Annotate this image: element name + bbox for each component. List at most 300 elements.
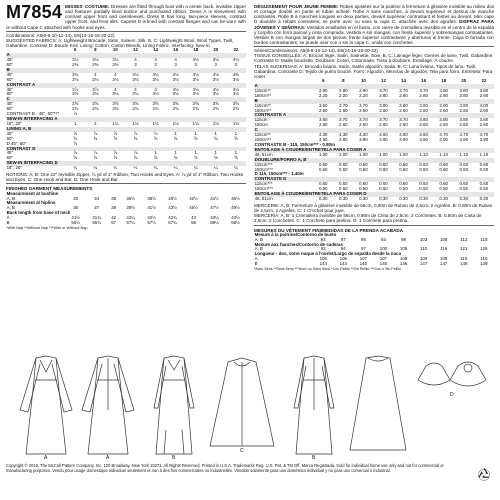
value-cell: ¼ — [133, 165, 138, 171]
row-label: SEW-IN INTERFACING A — [6, 116, 58, 122]
size-cell: 18 — [193, 47, 199, 53]
value-cell: 38½ — [147, 195, 156, 201]
value-cell: 84 — [320, 236, 326, 242]
size-cell: 20 — [213, 47, 219, 53]
row-label: 45" — [6, 130, 14, 136]
value-cell: 2.60 — [399, 122, 408, 128]
value-cell: 1 — [94, 120, 97, 126]
value-cell: ¼ — [153, 165, 158, 171]
value-cell: 3⅛ — [92, 76, 99, 82]
size-cell: 14 — [153, 47, 158, 53]
value-cell: 40½ — [168, 195, 177, 201]
value-cell: 2.90 — [318, 87, 328, 93]
value-cell: 0.50 — [399, 186, 408, 192]
value-cell: 3⅛ — [152, 76, 159, 82]
value-cell: ⅝ — [234, 155, 238, 161]
fgm-table-metric — [254, 233, 494, 267]
value-cell: 2.80 — [479, 92, 489, 98]
value-cell: ⅝ — [73, 135, 78, 141]
value-cell: 4.30 — [339, 132, 348, 138]
divider — [254, 46, 494, 47]
value-cell: 1.00 — [339, 151, 348, 157]
value-cell: 57½ — [147, 220, 156, 226]
value-cell: 110 — [460, 256, 468, 262]
value-cell: 1 — [194, 130, 197, 136]
value-cell: 1⅛ — [172, 120, 179, 126]
value-cell: 0.60 — [339, 161, 348, 167]
row-label: A, B — [254, 236, 263, 242]
size-cell: 12 — [381, 77, 386, 83]
value-cell: 146 — [399, 261, 408, 267]
row-label: CONTRASTE D — [254, 176, 287, 182]
fgm-title: FINISHED GARMENT MEASUREMENTS — [6, 186, 93, 192]
sketch-cape-c — [210, 358, 274, 446]
sketch-dress-a-back — [82, 356, 134, 454]
value-cell: 0.50 — [419, 186, 428, 192]
value-cell: 37 — [94, 205, 100, 211]
value-cell: 3.70 — [399, 87, 408, 93]
value-cell: 0.60 — [419, 166, 428, 172]
row-label: 115cm — [254, 117, 268, 123]
french-desc-text: Robes ajustées sur la poitrine à fermeture à glissière invisible au milieu dos et corsage doublé en partie et ruban acheté. Robe A sans manches, à devant supérieur et dessus de manche contrastés. Robe B à manches longues en deux parties, devant supérieur contrastant et fentes au devant. Mini cape D doublée à rabats contrastés; se porte avec ou sans la cape C, attachée avec des agrafes. — [254, 4, 494, 25]
value-cell: 1.10 — [479, 151, 489, 157]
divider — [254, 225, 494, 226]
value-cell: ⅝ — [173, 155, 178, 161]
row-label: A — [254, 82, 258, 88]
value-cell: 145 — [359, 261, 368, 267]
value-cell: 3 — [154, 61, 157, 67]
value-cell: 2⅜ — [112, 61, 119, 67]
value-cell: 0.60 — [459, 181, 469, 187]
value-cell: 0.60 — [479, 161, 489, 167]
value-cell: 3⅛ — [72, 91, 79, 97]
value-cell: 107 — [359, 256, 368, 262]
row-label: 60" — [6, 91, 14, 97]
value-cell: 47½ — [210, 205, 219, 211]
value-cell: 4.50 — [379, 132, 388, 138]
value-cell: 1⅛ — [112, 120, 119, 126]
value-cell: 2.80 — [399, 92, 408, 98]
technical-sketches — [6, 350, 494, 460]
value-cell: 2.60 — [318, 122, 328, 128]
row-label: 60" — [6, 135, 14, 141]
size-cell: 12 — [133, 47, 138, 53]
value-cell: 4⅛ — [172, 86, 179, 92]
value-cell: 3⅝ — [112, 101, 119, 107]
value-cell: 4⅛ — [212, 56, 219, 62]
value-cell: 87 — [340, 236, 346, 242]
row-label: 45" — [6, 101, 14, 107]
value-cell: 3.80 — [399, 102, 408, 108]
value-cell: 4.50 — [399, 132, 408, 138]
value-cell: 3.70 — [379, 87, 388, 93]
size-cell: 6 — [322, 77, 325, 83]
row-label: ENTOILAGE À COUDRE/ENTRETELA PARA COSER A — [254, 146, 367, 152]
row-label: 115cm** — [254, 102, 271, 108]
notions: NOTIONS: A, B: One 22" Invisible Zipper, ⅞ yd of 1" Ribbon, Two Hooks and Eyes. A: ⅞ yd of 1" Ribbon, Two Hooks and Eyes. C: One Hook and Bar. D: One Hook and Bar. — [6, 172, 244, 183]
value-cell: 0.30 — [459, 196, 469, 202]
value-cell: ¼ — [173, 165, 178, 171]
value-cell: 4 — [154, 86, 157, 92]
value-cell: 0.60 — [379, 166, 388, 172]
value-cell: 2.80 — [459, 92, 469, 98]
value-cell: 103 — [419, 236, 428, 242]
value-cell: 3.70 — [359, 102, 368, 108]
value-cell: ¼ — [213, 165, 218, 171]
value-cell: ⅝ — [213, 135, 218, 141]
value-cell: 3.70 — [339, 117, 348, 123]
value-cell: ⅞ — [113, 150, 118, 156]
value-cell: 0.50 — [318, 186, 328, 192]
sketch-label: A — [106, 455, 110, 460]
value-cell: ⅞ — [73, 140, 78, 146]
size-cell: 22 — [481, 77, 487, 83]
value-cell: 2¾ — [92, 106, 99, 112]
value-cell: 0.60 — [439, 161, 448, 167]
value-cell: 43¼ — [210, 215, 219, 221]
value-cell: 3.90 — [359, 137, 368, 143]
value-cell: 3⅛ — [132, 76, 139, 82]
value-cell: 1 — [194, 150, 197, 156]
value-cell: 0.50 — [479, 186, 489, 192]
value-cell: 2.60 — [459, 107, 469, 113]
row-label: Longueur - dos, votre nuque à l'ourlet/Largo de espalda desde la nuca — [254, 251, 402, 257]
sketch-dress-b-front — [154, 356, 194, 454]
value-cell: 0.60 — [318, 166, 328, 172]
value-cell: ⅝ — [73, 155, 78, 161]
value-cell: 0.30 — [479, 196, 489, 202]
value-cell: ¼ — [93, 165, 98, 171]
value-cell: 4.30 — [318, 132, 328, 138]
french-spanish-column — [254, 4, 494, 271]
value-cell: 3.80 — [379, 102, 388, 108]
value-cell: 3.60 — [318, 117, 328, 123]
value-cell: 3 — [174, 61, 177, 67]
value-cell: 0.30 — [399, 196, 408, 202]
value-cell: 3⅛ — [112, 91, 119, 97]
row-label: 46, 51cm — [254, 151, 273, 157]
value-cell: ⅝ — [173, 135, 178, 141]
french-description — [254, 4, 494, 45]
value-cell: 4 — [154, 56, 157, 62]
nap-note-fr: *Avec Sens **Sans Sens ***Avec ou Sans Sens *Con Pelillo **Sin Pelillo ***Con o Sin Pelillo — [254, 267, 401, 272]
value-cell: 4 — [174, 56, 177, 62]
row-label: 45" — [6, 71, 14, 77]
row-label: 60" — [6, 61, 14, 67]
value-cell: 4.70 — [459, 132, 469, 138]
value-cell: 147 — [419, 261, 428, 267]
fgm-table — [6, 192, 246, 226]
value-cell: 33 — [73, 195, 79, 201]
row-label: 18", 20" — [6, 165, 22, 171]
value-cell: 3⅞ — [92, 86, 99, 92]
value-cell: 3⅝ — [192, 101, 199, 107]
value-cell: 58¼ — [210, 220, 219, 226]
row-label: CONTRASTE A — [254, 112, 287, 118]
row-label: A — [6, 215, 10, 221]
value-cell: 2.80 — [419, 92, 428, 98]
value-cell: ⅞ — [153, 130, 158, 136]
value-cell: 0.60 — [479, 166, 489, 172]
value-cell: 89 — [360, 236, 366, 242]
value-cell: 2.60 — [419, 122, 428, 128]
value-cell: 4 — [94, 71, 97, 77]
value-cell: 2.60 — [379, 122, 388, 128]
tissus-conseilles: TISSUS CONSEILLÉS: A: Brocart léger, Satin, Satinette, Soie. B, C: Lainage léger, Genres de laine, Twill, Gabardine. Contraste D: Maille bouclette. Doublure: Coton, Cotonnade, Tissu à doublure. Entoilage: À coudre. — [254, 53, 494, 64]
row-label: 150cm** — [254, 92, 272, 98]
value-cell: 1.00 — [359, 151, 368, 157]
value-cell: 3.70 — [399, 117, 408, 123]
value-cell: 3⅛ — [72, 56, 79, 62]
pattern-number: M7854 — [6, 2, 63, 22]
value-cell: 109 — [419, 256, 428, 262]
value-cell: 42¼ — [126, 215, 135, 221]
value-cell: 0.60 — [359, 166, 368, 172]
value-cell: 2.20 — [359, 92, 368, 98]
english-title: MISSES' COSTUME: — [65, 4, 110, 9]
row-label: 115cm** — [254, 132, 271, 138]
value-cell: 3⅛ — [232, 76, 239, 82]
row-label: ENTOILAGE À COUDRE/ENTRETELA PARA COSER D — [254, 191, 367, 197]
value-cell: 3⅝ — [172, 101, 179, 107]
sketch-capelet-d — [418, 362, 486, 386]
spanish-title: DISFRAZ PARA JÓVENES Y SEÑORAS: — [254, 19, 494, 30]
sketch-dress-a-front — [20, 356, 72, 454]
value-cell: 2¾ — [172, 106, 179, 112]
value-cell: 4⅛ — [232, 86, 239, 92]
value-cell: 3.80 — [479, 87, 489, 93]
row-label: 60" — [6, 106, 14, 112]
value-cell: 3⅛ — [172, 91, 179, 97]
sketch-label: B — [312, 455, 316, 460]
value-cell: 2.60 — [459, 122, 469, 128]
value-cell: 3⅛ — [132, 91, 139, 97]
row-label: D 45", 60" — [6, 140, 27, 146]
value-cell: 2.60 — [439, 107, 448, 113]
value-cell: 3.70 — [359, 117, 368, 123]
value-cell: ⅞ — [133, 130, 138, 136]
value-cell: 2.20 — [318, 92, 328, 98]
value-cell: 149 — [480, 261, 488, 267]
row-label: D 115, 150cm*** - 1.40m — [254, 171, 304, 177]
value-cell: 108 — [440, 236, 448, 242]
value-cell: 110 — [480, 256, 488, 262]
value-cell: 3.80 — [459, 117, 469, 123]
value-cell: 4 — [114, 86, 117, 92]
value-cell: 3⅛ — [92, 56, 99, 62]
value-cell: 35 — [111, 195, 117, 201]
value-cell: 0.30 — [359, 196, 368, 202]
value-cell: 1.00 — [379, 151, 388, 157]
value-cell: ⅞ — [93, 130, 98, 136]
value-cell: 3⅛ — [212, 91, 219, 97]
row-label: 150cm** — [254, 137, 272, 143]
value-cell: 2.60 — [318, 107, 328, 113]
value-cell: 105 — [319, 256, 327, 262]
value-cell: 4⅛ — [152, 71, 159, 77]
value-cell: 2⅜ — [92, 61, 99, 67]
value-cell: 39½ — [126, 205, 135, 211]
row-label: A, B — [6, 195, 15, 201]
value-cell: ⅝ — [93, 135, 98, 141]
value-cell: 0.30 — [439, 196, 448, 202]
value-cell: 42½ — [147, 215, 156, 221]
value-cell: 0.60 — [359, 161, 368, 167]
sketch-label: B — [172, 455, 176, 460]
row-label: 150cm — [254, 122, 268, 128]
size-cell: 10 — [360, 77, 366, 83]
size-cell: 8 — [342, 77, 345, 83]
value-cell: 3⅛ — [192, 91, 199, 97]
value-cell: ¼ — [113, 165, 118, 171]
value-cell: ⅞ — [113, 130, 118, 136]
yardage-table — [6, 48, 246, 171]
value-cell: 110 — [420, 246, 428, 252]
value-cell: 2.60 — [399, 107, 408, 113]
value-cell: 144 — [339, 261, 347, 267]
fgm-title-fr: MESURES DU VÊTEMENT FINI/MEDIDAS DE LA PRENDA ACABADA — [254, 227, 404, 233]
value-cell: 100 — [379, 246, 388, 252]
value-cell: 0.60 — [339, 181, 348, 187]
value-cell: 4⅛ — [132, 71, 139, 77]
value-cell: 3¾ — [72, 71, 79, 77]
row-label: 60" — [6, 155, 14, 161]
value-cell: 2.60 — [379, 107, 388, 113]
value-cell: 0.60 — [419, 161, 428, 167]
value-cell: 2.90 — [359, 87, 368, 93]
english-column — [6, 4, 246, 230]
suggested-fabrics: SUGGESTED FABRICS: A: Lightweight Brocade, Satin, Sateen, Silk. B, C: Lightweight Wool, Wool Types, Twill, Gabardine. Contrast D: Boucle Knit. Lining: Cotton, Cotton Blends, Lining Fabric. Interfacing: Sew-in. — [6, 37, 234, 48]
value-cell: 3⅛ — [172, 76, 179, 82]
pattern-envelope-back — [6, 4, 494, 496]
value-cell: 2.60 — [339, 107, 348, 113]
value-cell: 107 — [379, 256, 388, 262]
value-cell: ⅝ — [213, 155, 218, 161]
value-cell: 3⅛ — [92, 91, 99, 97]
row-label: A, B — [6, 205, 15, 211]
value-cell: 146 — [379, 261, 388, 267]
value-cell: 2.60 — [419, 107, 428, 113]
value-cell: 3.80 — [459, 102, 469, 108]
copyright-footer: Copyright © 2018, The McCall Pattern Company, Inc. 120 Broadway, New York 10271. All Rights Reserved. Printed in U.S.A. Trademarks Reg. U.S. Pat. & TM Off. Marca Registrada. Sold for individual home use only and not for commercial or manufacturing purposes. Vendu pour usage domestique individuel seulement et non à des fins commerciales ou industrielles. Vendido solamente para uso doméstico individual y no para uso comercial o industrial. — [6, 463, 444, 473]
sketch-label: D — [450, 392, 454, 398]
value-cell: 118 — [480, 236, 488, 242]
value-cell: 41½ — [147, 205, 156, 211]
value-cell: 4⅛ — [192, 71, 199, 77]
value-cell: 3⅛ — [72, 76, 79, 82]
value-cell: 3⅝ — [92, 101, 99, 107]
size-cell: 14 — [401, 77, 406, 83]
row-label: Back length from base of neck — [6, 210, 71, 216]
value-cell: 42½ — [189, 195, 198, 201]
row-label: 115cm*** — [254, 181, 273, 187]
value-cell: 0.60 — [399, 166, 408, 172]
value-cell: 0.30 — [379, 196, 388, 202]
value-cell: 3.80 — [419, 117, 428, 123]
value-cell: 121 — [460, 246, 468, 252]
value-cell: 3.80 — [439, 102, 448, 108]
value-cell: 4⅛ — [172, 71, 179, 77]
row-label: Mesure à la poitrine/Contorno de busto — [254, 231, 337, 237]
value-cell: 3⅛ — [192, 76, 199, 82]
value-cell: 4⅛ — [232, 56, 239, 62]
value-cell: 3.90 — [459, 137, 469, 143]
value-cell: 4.30 — [359, 132, 368, 138]
value-cell: ⅞ — [133, 150, 138, 156]
value-cell: 3.70 — [419, 87, 428, 93]
row-label: C — [254, 127, 258, 133]
value-cell: 3⅝ — [72, 101, 79, 107]
size-cell: 22 — [233, 47, 239, 53]
recycle-icon — [476, 466, 492, 482]
value-cell: ⅝ — [93, 155, 98, 161]
value-cell: 0.30 — [419, 196, 428, 202]
value-cell: 1.00 — [318, 151, 328, 157]
divider — [6, 183, 246, 184]
value-cell: 98 — [401, 236, 406, 242]
value-cell: 0.50 — [379, 186, 388, 192]
value-cell: 4 — [134, 56, 137, 62]
size-cell: 8 — [94, 47, 97, 53]
value-cell: 3.80 — [419, 102, 428, 108]
value-cell: 0.60 — [419, 181, 428, 187]
sketch-dress-b-back — [294, 356, 334, 454]
row-label: CONTRAST A — [6, 81, 36, 87]
value-cell: 4⅜ — [232, 71, 239, 77]
row-label: C — [6, 96, 10, 102]
value-cell: 3⅛ — [112, 76, 119, 82]
size-cell: 18 — [441, 77, 447, 83]
value-cell: 3.50 — [318, 102, 328, 108]
value-cell: 49½ — [231, 205, 240, 211]
sketch-cape-c-back — [350, 356, 406, 450]
value-cell: 45½ — [189, 205, 198, 211]
value-cell: 1 — [234, 130, 238, 136]
value-cell: 0.60 — [318, 161, 328, 167]
value-cell: 58½ — [231, 220, 240, 226]
value-cell: 0.30 — [339, 196, 348, 202]
value-cell: ⅝ — [153, 155, 158, 161]
row-label: 45" — [6, 86, 14, 92]
row-label: 45" — [6, 150, 14, 156]
size-cell: 10 — [112, 47, 118, 53]
value-cell: 3⅝ — [132, 101, 139, 107]
value-cell: 41½ — [71, 215, 80, 221]
telas-sugeridas: TELAS SUGERIDAS: A: Brocado liviano, Satín, Satén algodón, Seda. B, C: Lana liviana, Tipos de lana, Twill, Gabardina. Contraste D: Tejido de punto bouclé. Forro: Algodón, Mezclas de algodón, Tela para forro. Entretela: Para coser. — [254, 63, 493, 79]
value-cell: ⅝ — [113, 135, 118, 141]
value-cell: 57¼ — [126, 220, 135, 226]
value-cell: 2¾ — [112, 106, 119, 112]
row-label: Measurement at bustline — [6, 190, 59, 196]
divider — [6, 31, 246, 32]
value-cell: 42¾ — [168, 215, 177, 221]
row-label: B — [6, 66, 10, 72]
value-cell: 3.90 — [479, 137, 489, 143]
value-cell: 108 — [399, 256, 408, 262]
value-cell: ⅞ — [73, 150, 78, 156]
value-cell: 1⅛ — [212, 120, 219, 126]
value-cell: ⅝ — [153, 135, 158, 141]
value-cell: 3.90 — [339, 137, 348, 143]
value-cell: ⅞ — [73, 111, 78, 117]
value-cell: 1.10 — [439, 151, 448, 157]
value-cell: 1⅛ — [192, 120, 199, 126]
value-cell: 4⅛ — [212, 86, 219, 92]
value-cell: 3.80 — [459, 87, 469, 93]
value-cell: 56½ — [71, 220, 80, 226]
value-cell: 0.60 — [359, 181, 368, 187]
value-cell: ⅝ — [133, 155, 138, 161]
